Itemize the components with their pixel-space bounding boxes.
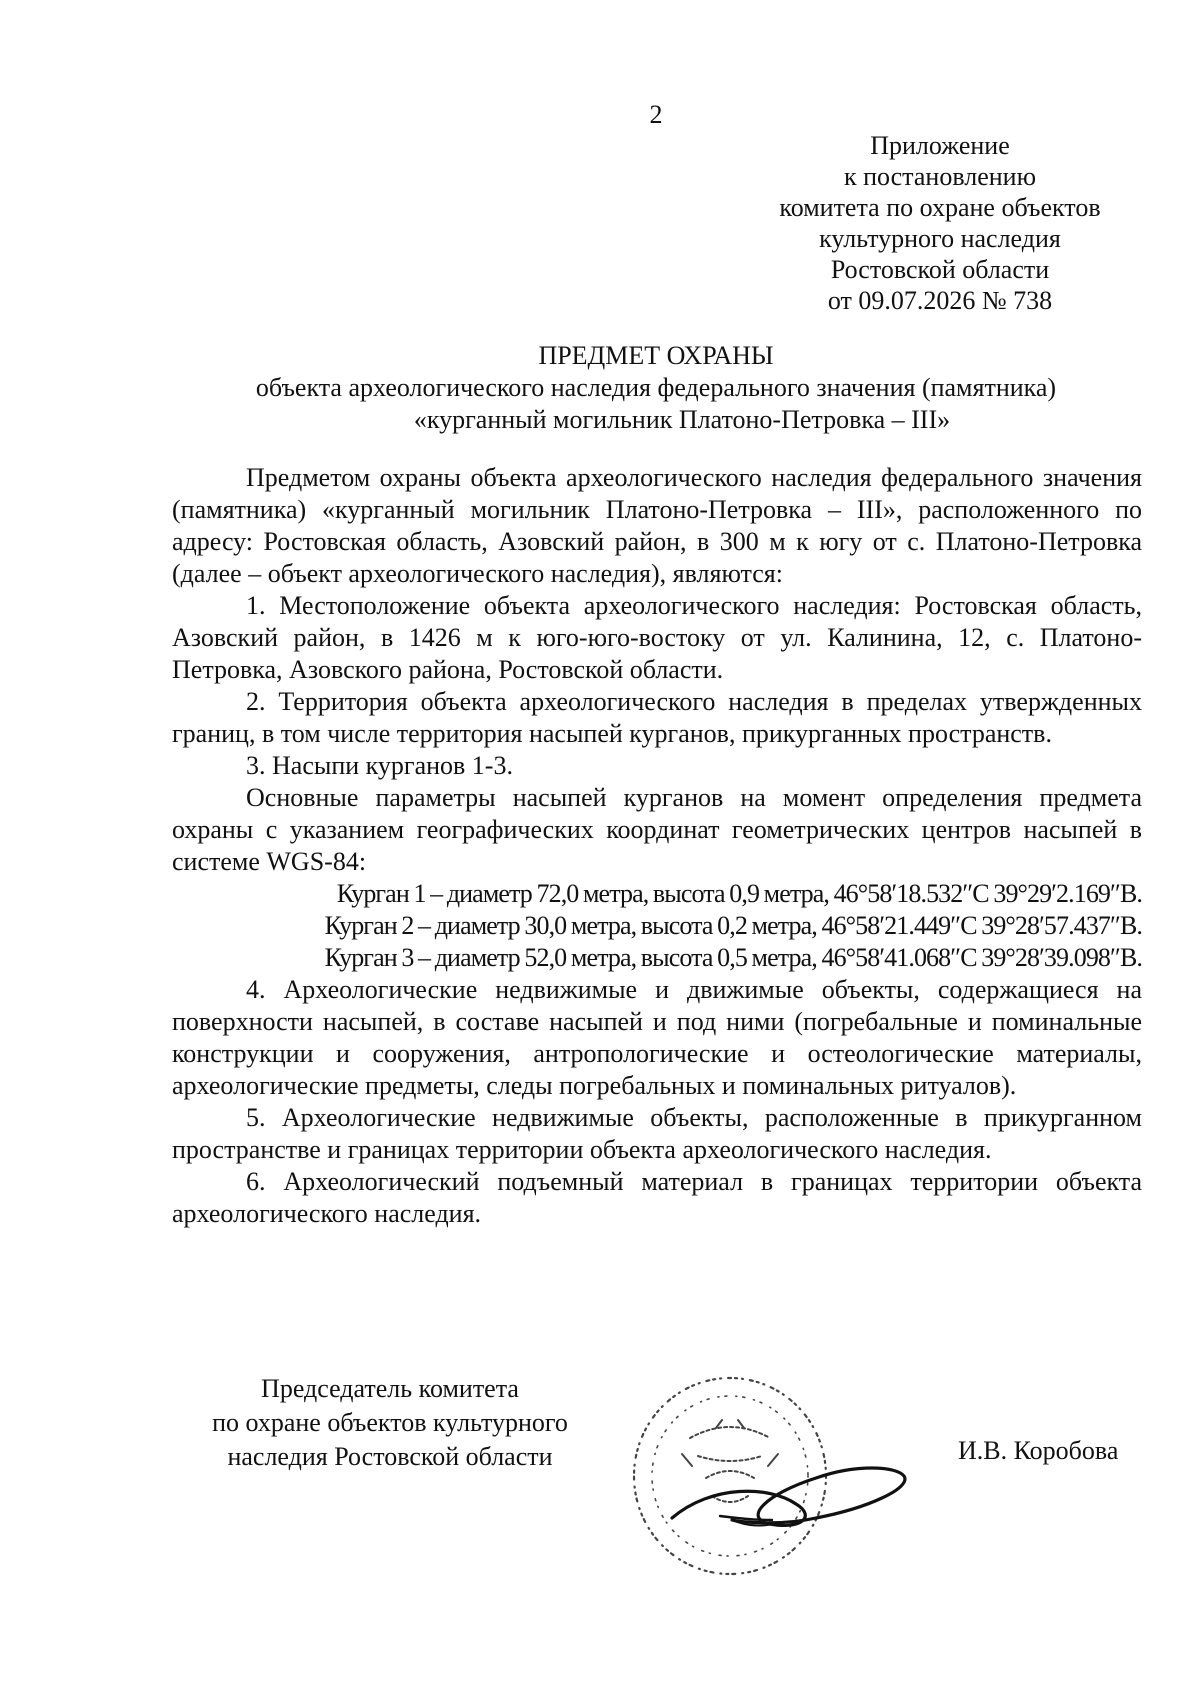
appendix-line: комитета по охране объектов [779, 193, 1101, 222]
signatory-position [180, 1372, 600, 1474]
stamp-seal [634, 1378, 826, 1574]
appendix-line: от 09.07.2026 № 738 [827, 286, 1053, 315]
document-title [170, 340, 1142, 436]
item-archaeological-objects: 4. Археологические недвижимые и движимые объекты, содержащиеся на поверхности насыпей, в составе насыпей и под ними (погребальные и поминальные конструкции и сооружения, антропологические и остеологические материалы, археологические предметы, следы погребальных и поминальных ритуалов). [172, 975, 1142, 1100]
item-surface-material: 6. Археологический подъемный материал в границах территории объекта археологического наследия. [172, 1167, 1142, 1228]
signatory-position-line: по охране объектов культурного [212, 1408, 568, 1437]
title-subheading: объекта археологического наследия федерального значения (памятника) [255, 373, 1057, 402]
item-immovable-objects: 5. Археологические недвижимые объекты, расположенные в прикурганном пространстве и границах территории объекта археологического наследия. [172, 1103, 1142, 1164]
signatory-position-line: Председатель комитета [261, 1374, 519, 1403]
official-stamp-with-signature [620, 1368, 940, 1608]
intro-paragraph: Предметом охраны объекта археологического наследия федерального значения (памятника) «курганный могильник Платоно-Петровка – III», расположенного по адресу: Ростовская область, Азовский район, в 300 м к югу от с. Платоно-Петровка (далее – объект археологического наследия), являются: [172, 463, 1142, 588]
document-body [172, 462, 1142, 1230]
appendix-line: Ростовской области [830, 255, 1050, 284]
title-heading: ПРЕДМЕТ ОХРАНЫ [538, 341, 774, 370]
title-object-name: «курганный могильник Платоно-Петровка – III» [413, 405, 951, 434]
item-mounds: 3. Насыпи курганов 1-3. [246, 751, 513, 780]
page-number: 2 [649, 100, 663, 129]
item-location: 1. Местоположение объекта археологического наследия: Ростовская область, Азовский район, в 1426 м к юго-юго-востоку от ул. Калинина, 12, с. Платоно-Петровка, Азовского района, Ростовской области. [172, 591, 1142, 684]
appendix-line: культурного наследия [819, 224, 1061, 253]
item-territory: 2. Территория объекта археологического наследия в пределах утвержденных границ, в том числе территория насыпей курганов, прикурганных пространств. [172, 687, 1142, 748]
kurgan-line: Курган 1 – диаметр 72,0 метра, высота 0,9 метра, 46°58′18.532″С 39°29′2.169″В. [336, 879, 1142, 908]
parameters-paragraph: Основные параметры насыпей курганов на момент определения предмета охраны с указанием географических координат геометрических центров насыпей в системе WGS-84: [172, 783, 1142, 876]
signature-block [0, 1368, 1200, 1628]
signatory-name: И.В. Коробова [958, 1436, 1119, 1465]
kurgan-line: Курган 3 – диаметр 52,0 метра, высота 0,5 метра, 46°58′41.068″С 39°28′39.098″В. [324, 943, 1142, 972]
signatory-position-line: наследия Ростовской области [227, 1442, 553, 1471]
appendix-line: Приложение [870, 131, 1010, 160]
appendix-line: к постановлению [843, 162, 1037, 191]
appendix-block [750, 130, 1130, 316]
kurgan-line: Курган 2 – диаметр 30,0 метра, высота 0,2 метра, 46°58′21.449″С 39°28′57.437″В. [324, 911, 1142, 940]
